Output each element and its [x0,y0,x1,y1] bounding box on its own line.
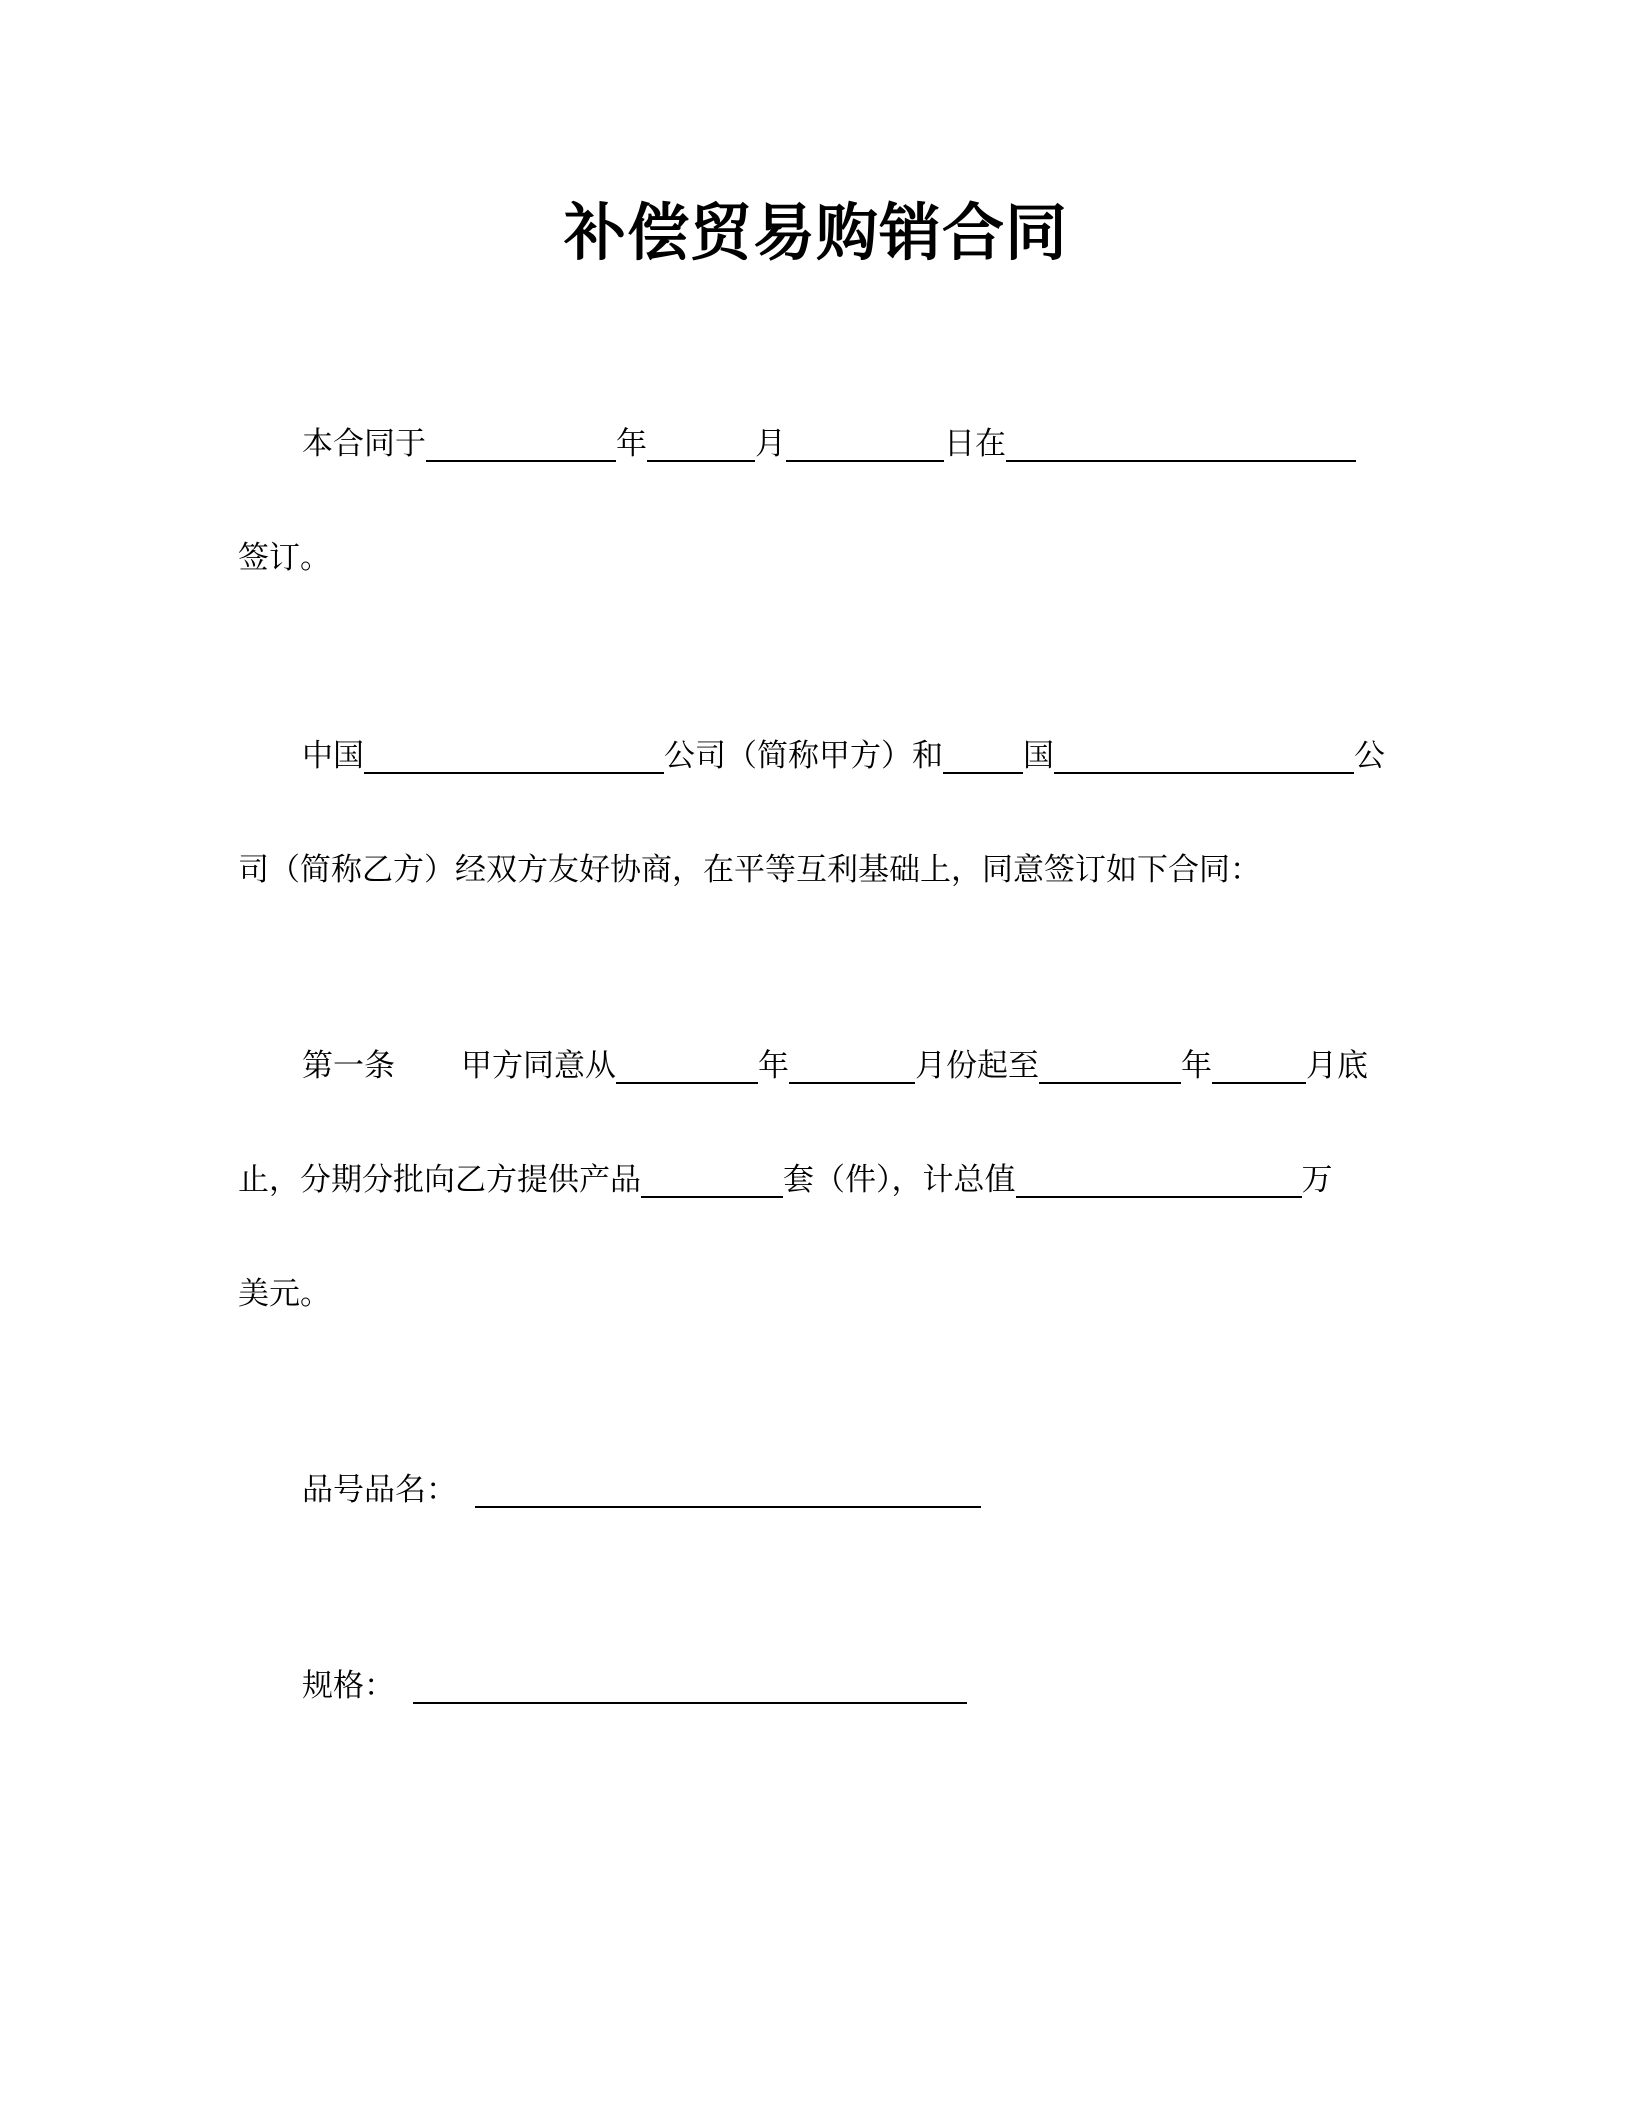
para2-text2: 公司（简称甲方）和 [664,738,943,774]
para1-line1 [302,424,1356,464]
para1-text5: 签订。 [238,540,331,576]
para2-text3: 国 [1023,738,1054,774]
article1-text4: 年 [1181,1048,1212,1084]
para2-text1: 中国 [302,738,364,774]
document-title: 补偿贸易购销合同 [563,196,1068,269]
signing-year-blank[interactable] [426,428,616,462]
signing-month-blank[interactable] [647,428,755,462]
para2-line2 [238,850,1261,890]
para1-text4: 日在 [944,426,1006,462]
product-name-label: 品号品名： [302,1472,457,1508]
spec-blank[interactable] [413,1670,967,1704]
article1-text2: 年 [758,1048,789,1084]
article1-text8: 万 [1301,1162,1333,1198]
signing-day-blank[interactable] [786,428,944,462]
para1-line2 [238,538,331,578]
para1-text3: 月 [755,426,786,462]
quantity-blank[interactable] [641,1164,783,1198]
para1-text2: 年 [616,426,647,462]
product-name-blank[interactable] [475,1474,981,1508]
product-name-line [302,1470,981,1510]
para1-text1: 本合同于 [302,426,426,462]
article1-line1 [302,1046,1368,1086]
party-b-company-blank[interactable] [1054,740,1354,774]
article1-label: 第一条 [302,1048,395,1084]
party-a-company-blank[interactable] [364,740,664,774]
end-year-blank[interactable] [1039,1050,1181,1084]
end-month-blank[interactable] [1212,1050,1306,1084]
para2-line1 [302,736,1385,776]
para2-text5: 司（简称乙方）经双方友好协商，在平等互利基础上，同意签订如下合同： [238,852,1261,888]
total-value-blank[interactable] [1016,1164,1302,1198]
article1-text7: 套（件），计总值 [783,1162,1016,1198]
start-year-blank[interactable] [616,1050,758,1084]
party-b-country-blank[interactable] [943,740,1023,774]
article1-text3: 月份起至 [915,1048,1039,1084]
article1-line3 [238,1274,331,1314]
article1-text1: 甲方同意从 [461,1048,616,1084]
para2-text4: 公 [1354,738,1385,774]
spec-label: 规格： [302,1668,395,1704]
signing-place-blank[interactable] [1006,428,1356,462]
spec-line [302,1666,967,1706]
article1-text6: 止，分期分批向乙方提供产品 [238,1162,641,1198]
start-month-blank[interactable] [789,1050,915,1084]
article1-text9: 美元。 [238,1276,331,1312]
article1-line2 [238,1160,1333,1200]
article1-text5: 月底 [1306,1048,1368,1084]
